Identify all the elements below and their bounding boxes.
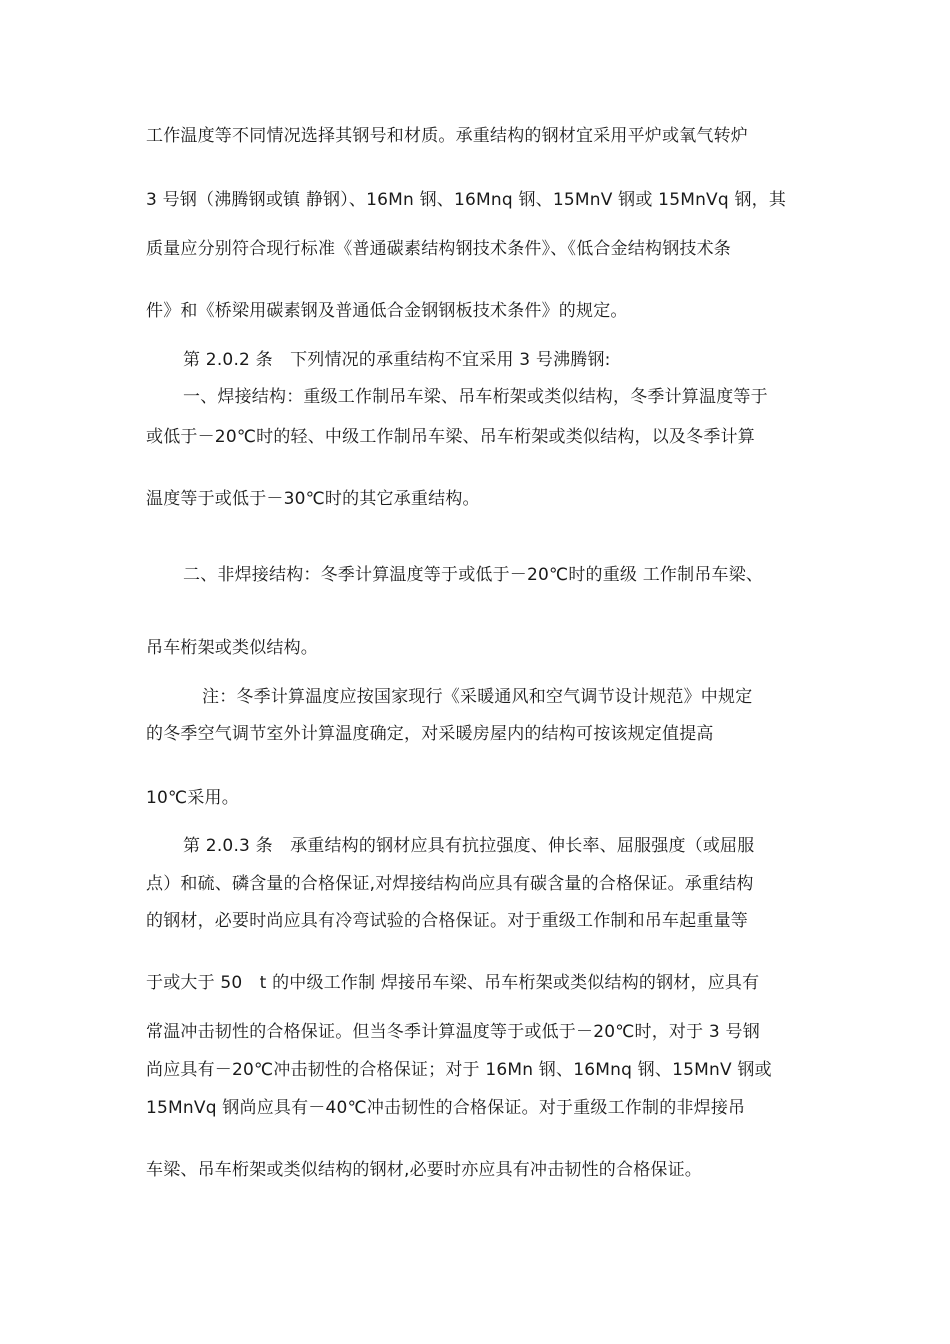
text-line: 3 号钢（沸腾钢或镇 静钢）、16Mn 钢、16Mnq 钢、15MnV 钢或 15MnVq 钢，其 xyxy=(146,190,787,210)
text-line: 二、非焊接结构：冬季计算温度等于或低于－20℃时的重级 工作制吊车梁、 xyxy=(183,565,764,585)
text-line: 一、焊接结构：重级工作制吊车梁、吊车桁架或类似结构，冬季计算温度等于 xyxy=(183,387,768,407)
article-heading: 第 2.0.3 条 承重结构的钢材应具有抗拉强度、伸长率、屈服强度（或屈服 xyxy=(183,836,755,856)
text-line: 质量应分别符合现行标准《普通碳素结构钢技术条件》、《低合金结构钢技术条 xyxy=(146,239,731,259)
text-line: 吊车桁架或类似结构。 xyxy=(146,638,318,658)
article-heading: 第 2.0.2 条 下列情况的承重结构不宜采用 3 号沸腾钢: xyxy=(183,350,611,370)
text-line: 15MnVq 钢尚应具有－40℃冲击韧性的合格保证。对于重级工作制的非焊接吊 xyxy=(146,1098,746,1118)
text-line: 工作温度等不同情况选择其钢号和材质。承重结构的钢材宜采用平炉或氧气转炉 xyxy=(146,126,748,146)
text-line: 车梁、吊车桁架或类似结构的钢材,必要时亦应具有冲击韧性的合格保证。 xyxy=(146,1160,703,1180)
text-line: 件》和《桥梁用碳素钢及普通低合金钢钢板技术条件》的规定。 xyxy=(146,301,628,321)
text-line: 或低于－20℃时的轻、中级工作制吊车梁、吊车桁架或类似结构，以及冬季计算 xyxy=(146,427,755,447)
text-line: 常温冲击韧性的合格保证。但当冬季计算温度等于或低于－20℃时，对于 3 号钢 xyxy=(146,1022,760,1042)
note-line: 的冬季空气调节室外计算温度确定，对采暖房屋内的结构可按该规定值提高 xyxy=(146,724,714,744)
text-line: 尚应具有－20℃冲击韧性的合格保证；对于 16Mn 钢、16Mnq 钢、15MnV 钢或 xyxy=(146,1060,772,1080)
note-line: 10℃采用。 xyxy=(146,788,239,808)
text-line: 的钢材，必要时尚应具有冷弯试验的合格保证。对于重级工作制和吊车起重量等 xyxy=(146,911,748,931)
note-line: 注：冬季计算温度应按国家现行《采暖通风和空气调节设计规范》中规定 xyxy=(202,687,753,707)
text-line: 于或大于 50 t 的中级工作制 焊接吊车梁、吊车桁架或类似结构的钢材，应具有 xyxy=(146,973,760,993)
text-line: 温度等于或低于－30℃时的其它承重结构。 xyxy=(146,489,480,509)
text-line: 点）和硫、磷含量的合格保证,对焊接结构尚应具有碳含量的合格保证。承重结构 xyxy=(146,874,754,894)
